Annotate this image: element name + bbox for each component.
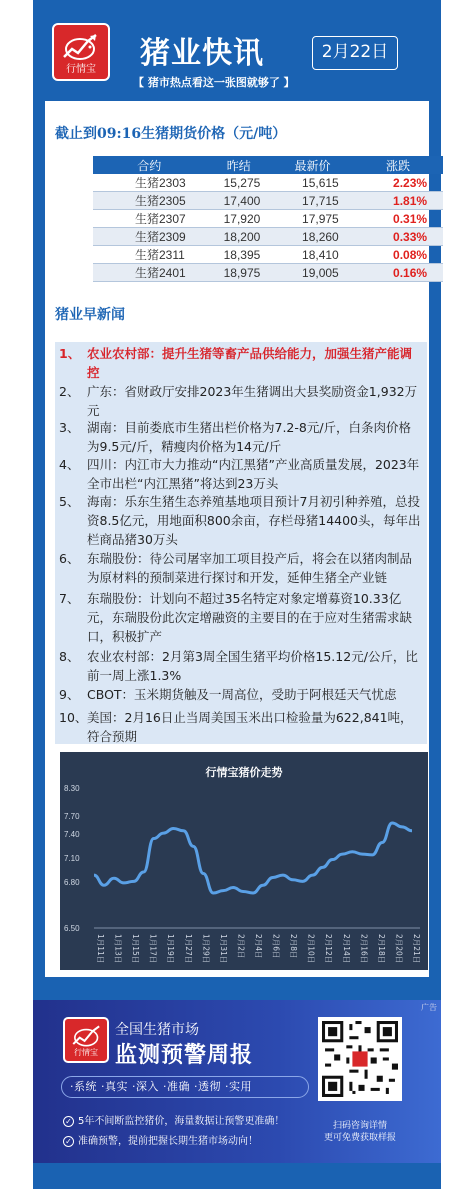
news-text: CBOT：玉米期货触及一周高位，受助于阿根廷天气忧虑 <box>87 687 397 702</box>
x-tick-label: 2月12日 <box>324 934 334 964</box>
x-tick-label: 2月20日 <box>394 934 404 964</box>
ad-headline: 监测预警周报 <box>115 1043 254 1068</box>
news-text: 海南：乐东生猪生态养殖基地项目预计7月初引种养殖，总投资8.5亿元，用地面积800余亩，存栏母猪14400头，每年出栏商品猪30万头 <box>87 494 421 547</box>
y-tick-label: 8.30 <box>64 784 80 793</box>
news-number: 2、 <box>59 384 80 399</box>
price-trend-chart <box>60 752 428 970</box>
x-tick-label: 2月2日 <box>236 934 246 959</box>
ad-feature-text: 准确预警，提前把握长期生猪市场动向！ <box>78 1136 258 1147</box>
news-list <box>55 342 427 714</box>
table-row <box>93 210 443 228</box>
x-tick-label: 1月27日 <box>183 934 193 964</box>
qr-code-icon <box>322 1021 398 1097</box>
news-text: 广东：省财政厅安排2023年生猪调出大县奖励资金1,932万元 <box>87 384 418 418</box>
table-row <box>93 192 443 210</box>
check-circle-icon: ✓ <box>63 1116 74 1127</box>
ad-badge: 广告 <box>421 1003 437 1012</box>
futures-table <box>93 156 443 282</box>
latest-price-cell: 19,005 <box>272 264 353 282</box>
prev-settle-cell: 17,920 <box>206 210 272 228</box>
ad-feature-line <box>63 1132 258 1147</box>
news-number: 9、 <box>59 687 80 702</box>
x-tick-label: 2月16日 <box>359 934 369 964</box>
x-tick-label: 1月31日 <box>218 934 228 964</box>
contract-cell: 生猪2309 <box>93 228 206 246</box>
latest-price-cell: 18,410 <box>272 246 353 264</box>
contract-cell: 生猪2311 <box>93 246 206 264</box>
latest-price-cell: 17,975 <box>272 210 353 228</box>
change-cell: 0.31% <box>353 210 443 228</box>
column-header: 涨跌 <box>353 156 443 174</box>
table-row <box>93 246 443 264</box>
contract-cell: 生猪2305 <box>93 192 206 210</box>
x-tick-label: 2月14日 <box>341 934 351 964</box>
pig-chart-icon <box>70 1023 104 1049</box>
table-row <box>93 264 443 282</box>
qr-caption-line: 更可免费获取样报 <box>323 1133 396 1143</box>
check-circle-icon: ✓ <box>63 1136 74 1147</box>
y-tick-label: 6.50 <box>64 924 80 933</box>
qr-caption-line: 扫码咨询详情 <box>332 1121 387 1131</box>
news-number: 6、 <box>59 551 80 566</box>
table-header-row <box>93 156 443 174</box>
x-tick-label: 1月11日 <box>96 934 105 964</box>
table-row <box>93 228 443 246</box>
news-number: 5、 <box>59 494 80 509</box>
news-number: 1、 <box>59 346 81 361</box>
futures-section-title: 截止到09:16生猪期货价格（元/吨） <box>55 126 287 142</box>
contract-cell: 生猪2307 <box>93 210 206 228</box>
chart-title: 行情宝猪价走势 <box>205 766 283 779</box>
ad-feature-line <box>63 1112 284 1127</box>
news-number: 7、 <box>59 591 80 606</box>
change-cell: 0.08% <box>353 246 443 264</box>
news-section-title: 猪业早新闻 <box>55 307 125 323</box>
logo-label: 行情宝 <box>66 64 96 75</box>
news-text: 农业农村部：2月第3周全国生猪平均价格15.12元/公斤，比前一周上涨1.3% <box>87 649 418 683</box>
prev-settle-cell: 15,275 <box>206 174 272 192</box>
ad-logo-label: 行情宝 <box>74 1048 98 1057</box>
date-badge: 2月22日 <box>312 36 398 70</box>
x-tick-label: 2月18日 <box>376 934 386 964</box>
x-tick-label: 1月19日 <box>166 934 176 964</box>
ad-subtitle: 全国生猪市场 <box>115 1022 199 1038</box>
x-tick-label: 2月21日 <box>412 934 421 964</box>
news-text: 美国：2月16日止当周美国玉米出口检验量为622,841吨，符合预期 <box>87 710 413 744</box>
y-tick-label: 7.70 <box>64 812 80 821</box>
ad-banner[interactable] <box>33 1000 441 1163</box>
table-row <box>93 174 443 192</box>
news-list-tail <box>55 710 427 744</box>
latest-price-cell: 17,715 <box>272 192 353 210</box>
pig-chart-icon <box>60 31 102 63</box>
contract-cell: 生猪2303 <box>93 174 206 192</box>
latest-price-cell: 18,260 <box>272 228 353 246</box>
news-number: 4、 <box>59 457 80 472</box>
ad-logo <box>63 1017 109 1063</box>
news-text: 农业农村部：提升生猪等畜产品供给能力，加强生猪产能调控 <box>87 346 413 380</box>
prev-settle-cell: 18,395 <box>206 246 272 264</box>
news-text: 东瑞股份：待公司屠宰加工项目投产后，将会在以猪肉制品为原材料的预制菜进行探讨和开发，延伸生猪全产业链 <box>87 551 413 585</box>
brand-logo <box>52 23 110 81</box>
news-text: 东瑞股份：计划向不超过35名特定对象定增募资10.33亿元，东瑞股份此次定增融资的主要目的在于应对生猪需求缺口，积极扩产 <box>87 591 413 644</box>
x-tick-label: 1月13日 <box>113 934 123 964</box>
news-number: 10、 <box>59 710 88 725</box>
chart-canvas <box>60 752 428 970</box>
price-series-line <box>94 823 412 893</box>
x-tick-label: 1月29日 <box>201 934 211 964</box>
x-tick-label: 2月6日 <box>271 934 281 959</box>
column-header: 最新价 <box>272 156 353 174</box>
y-tick-label: 7.40 <box>64 830 80 839</box>
y-tick-label: 7.10 <box>64 854 80 863</box>
news-number: 3、 <box>59 420 80 435</box>
page-title: 猪业快讯 <box>140 36 264 71</box>
prev-settle-cell: 18,200 <box>206 228 272 246</box>
x-tick-label: 1月15日 <box>131 934 141 964</box>
prev-settle-cell: 17,400 <box>206 192 272 210</box>
ad-tags: ·系统 ·真实 ·深入 ·准确 ·透彻 ·实用 <box>61 1076 309 1098</box>
change-cell: 2.23% <box>353 174 443 192</box>
change-cell: 0.33% <box>353 228 443 246</box>
news-text: 湖南：目前娄底市生猪出栏价格为7.2-8元/斤，白条肉价格为9.5元/斤，精瘦肉价格为14元/斤 <box>87 420 412 454</box>
qr-code[interactable] <box>318 1017 402 1101</box>
x-tick-label: 2月8日 <box>289 934 299 959</box>
latest-price-cell: 15,615 <box>272 174 353 192</box>
x-tick-label: 2月4日 <box>254 934 263 959</box>
x-tick-label: 2月10日 <box>306 934 316 964</box>
change-cell: 1.81% <box>353 192 443 210</box>
column-header: 合约 <box>93 156 206 174</box>
qr-caption <box>311 1120 409 1144</box>
ad-feature-text: 5年不间断监控猪价，海量数据让预警更准确！ <box>78 1116 285 1127</box>
tagline: 【 猪市热点看这一张图就够了 】 <box>133 76 295 89</box>
x-tick-label: 1月17日 <box>148 934 158 964</box>
news-number: 8、 <box>59 649 80 664</box>
change-cell: 0.16% <box>353 264 443 282</box>
y-tick-label: 6.80 <box>64 878 80 887</box>
prev-settle-cell: 18,975 <box>206 264 272 282</box>
column-header: 昨结 <box>206 156 272 174</box>
news-text: 四川：内江市大力推动“内江黑猪”产业高质量发展，2023年全市出栏“内江黑猪”将达到23万头 <box>87 457 420 491</box>
contract-cell: 生猪2401 <box>93 264 206 282</box>
